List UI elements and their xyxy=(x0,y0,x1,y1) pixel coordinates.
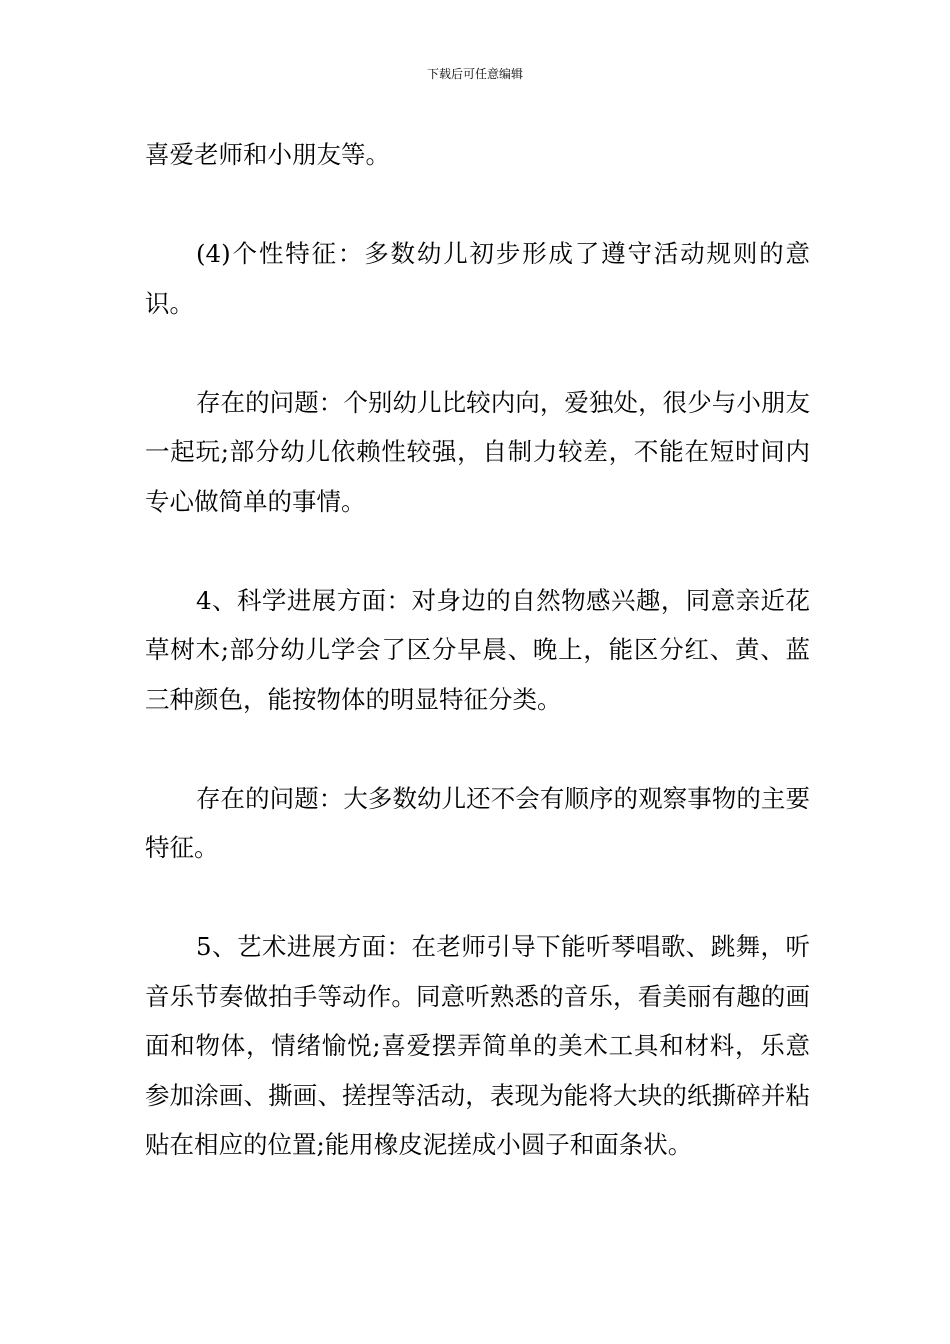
page-header: 下载后可任意编辑 xyxy=(426,67,523,81)
paragraph-6: 5、艺术进展方面：在老师引导下能听琴唱歌、跳舞，听音乐节奏做拍手等动作。同意听熟悉的音乐，看美丽有趣的画面和物体，情绪愉悦;喜爱摆弄简单的美术工具和材料，乐意参加涂画、撕画、搓捏等活动，表现为能将大块的纸撕碎并粘贴在相应的位置;能用橡皮泥搓成小圆子和面条状。 xyxy=(145,932,810,1159)
paragraph-1: 喜爱老师和小朋友等。 xyxy=(145,140,390,169)
paragraph-5: 存在的问题：大多数幼儿还不会有顺序的观察事物的主要特征。 xyxy=(145,783,810,862)
paragraph-4: 4、科学进展方面：对身边的自然物感兴趣，同意亲近花草树木;部分幼儿学会了区分早晨、晚上，能区分红、黄、蓝三种颜色，能按物体的明显特征分类。 xyxy=(145,585,810,714)
paragraph-3: 存在的问题：个别幼儿比较内向，爱独处，很少与小朋友一起玩;部分幼儿依赖性较强，自制力较差，不能在短时间内专心做简单的事情。 xyxy=(145,387,810,516)
paragraph-gap xyxy=(145,328,810,378)
paragraph-gap xyxy=(145,724,810,774)
paragraph-gap xyxy=(145,180,810,230)
document-body xyxy=(145,130,810,1170)
paragraph-gap xyxy=(145,526,810,576)
paragraph-gap xyxy=(145,873,810,923)
paragraph-2: (4)个性特征：多数幼儿初步形成了遵守活动规则的意识。 xyxy=(145,239,810,318)
